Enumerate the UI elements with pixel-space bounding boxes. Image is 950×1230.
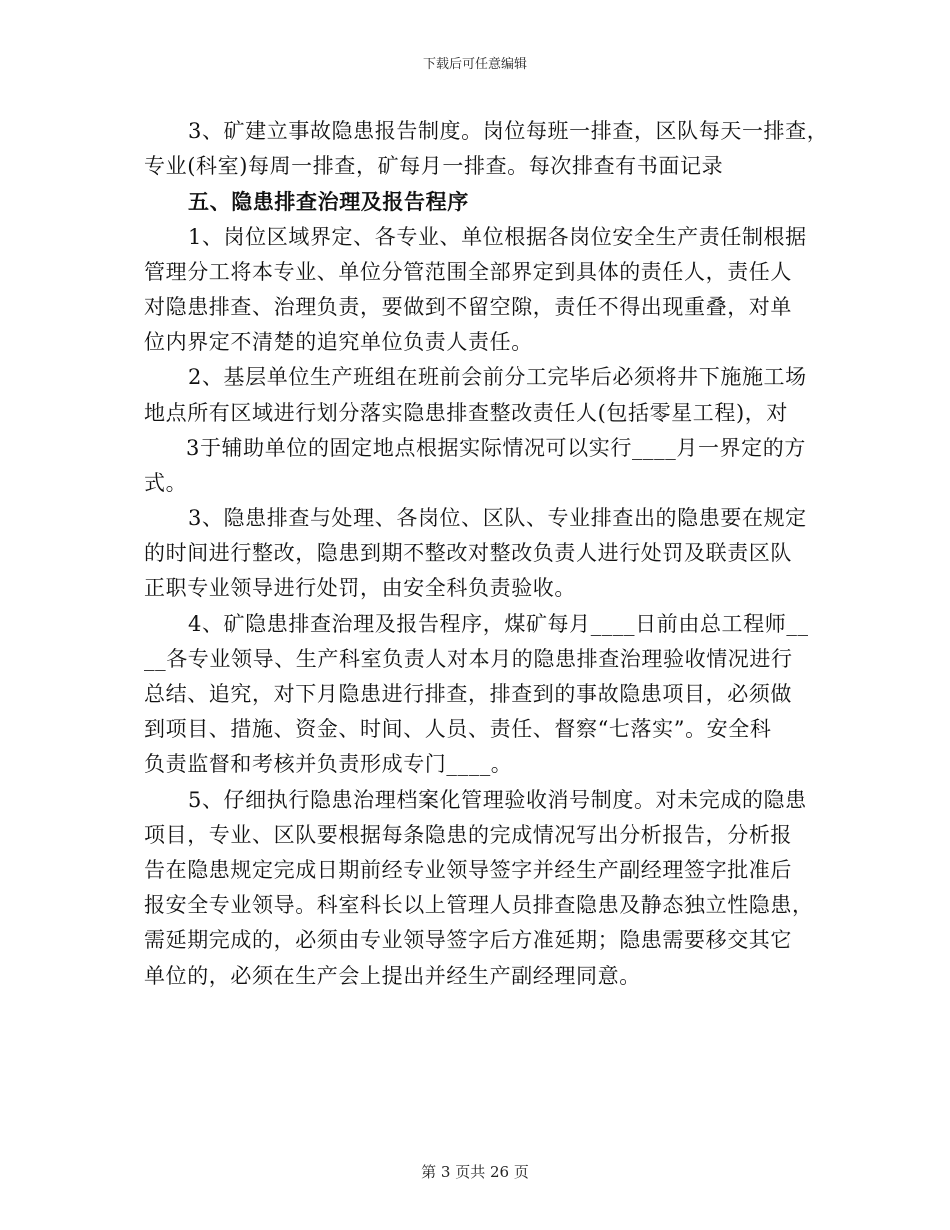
paragraph-line: 的时间进行整改，隐患到期不整改对整改负责人进行处罚及联责区队 (144, 541, 792, 566)
paragraph-line: 地点所有区域进行划分落实隐患排查整改责任人(包括零星工程)，对 (144, 400, 788, 425)
paragraph-line: 对隐患排查、治理负责，要做到不留空隙，责任不得出现重叠，对单 (144, 294, 792, 319)
page-header-note: 下载后可任意编辑 (422, 57, 527, 72)
paragraph-line: 3、矿建立事故隐患报告制度。岗位每班一排查，区队每天一排查， (188, 119, 829, 143)
paragraph-line: 专业(科室)每周一排查，矿每月一排查。每次排查有书面记录 (144, 154, 724, 179)
paragraph-line: 到项目、措施、资金、时间、人员、责任、督察“七落实”。安全科 (144, 717, 772, 742)
paragraph-line: 4、矿隐患排查治理及报告程序，煤矿每月____日前由总工程师__ (188, 611, 809, 636)
paragraph-line: 报安全专业领导。科室科长以上管理人员排查隐患及静态独立性隐患， (144, 893, 814, 918)
paragraph-line: 1、岗位区域界定、各专业、单位根据各岗位安全生产责任制根据 (188, 224, 807, 249)
paragraph-line: 5、仔细执行隐患治理档案化管理验收消号制度。对未完成的隐患 (188, 787, 807, 812)
paragraph-line: 3、隐患排查与处理、各岗位、区队、专业排查出的隐患要在规定 (188, 506, 807, 531)
paragraph-line: 2、基层单位生产班组在班前会前分工完毕后必须将井下施施工场 (188, 365, 807, 390)
section-heading: 五、隐患排查治理及报告程序 (188, 189, 469, 215)
paragraph-line: __各专业领导、生产科室负责人对本月的隐患排查治理验收情况进行 (144, 646, 793, 671)
page-number: 第 3 页共 26 页 (421, 1163, 529, 1181)
paragraph-line: 正职专业领导进行处罚，由安全科负责验收。 (144, 576, 576, 601)
paragraph-line: 位内界定不清楚的追究单位负责人责任。 (144, 330, 533, 355)
paragraph-line: 项目，专业、区队要根据每条隐患的完成情况写出分析报告，分析报 (144, 822, 792, 847)
paragraph-line: 3于辅助单位的固定地点根据实际情况可以实行____月一界定的方 (186, 435, 806, 460)
document-body (144, 114, 829, 994)
paragraph-line: 单位的，必须在生产会上提出并经生产副经理同意。 (144, 963, 641, 988)
paragraph-line: 需延期完成的，必须由专业领导签字后方准延期；隐患需要移交其它 (144, 928, 792, 953)
paragraph-line: 告在隐患规定完成日期前经专业领导签字并经生产副经理签字批准后 (144, 857, 792, 882)
paragraph-line: 管理分工将本专业、单位分管范围全部界定到具体的责任人，责任人 (144, 259, 792, 284)
paragraph-line: 式。 (144, 470, 188, 495)
paragraph-line: 总结、追究，对下月隐患进行排查，排查到的事故隐患项目，必须做 (144, 682, 792, 706)
paragraph-line: 负责监督和考核并负责形成专门____。 (144, 752, 513, 777)
